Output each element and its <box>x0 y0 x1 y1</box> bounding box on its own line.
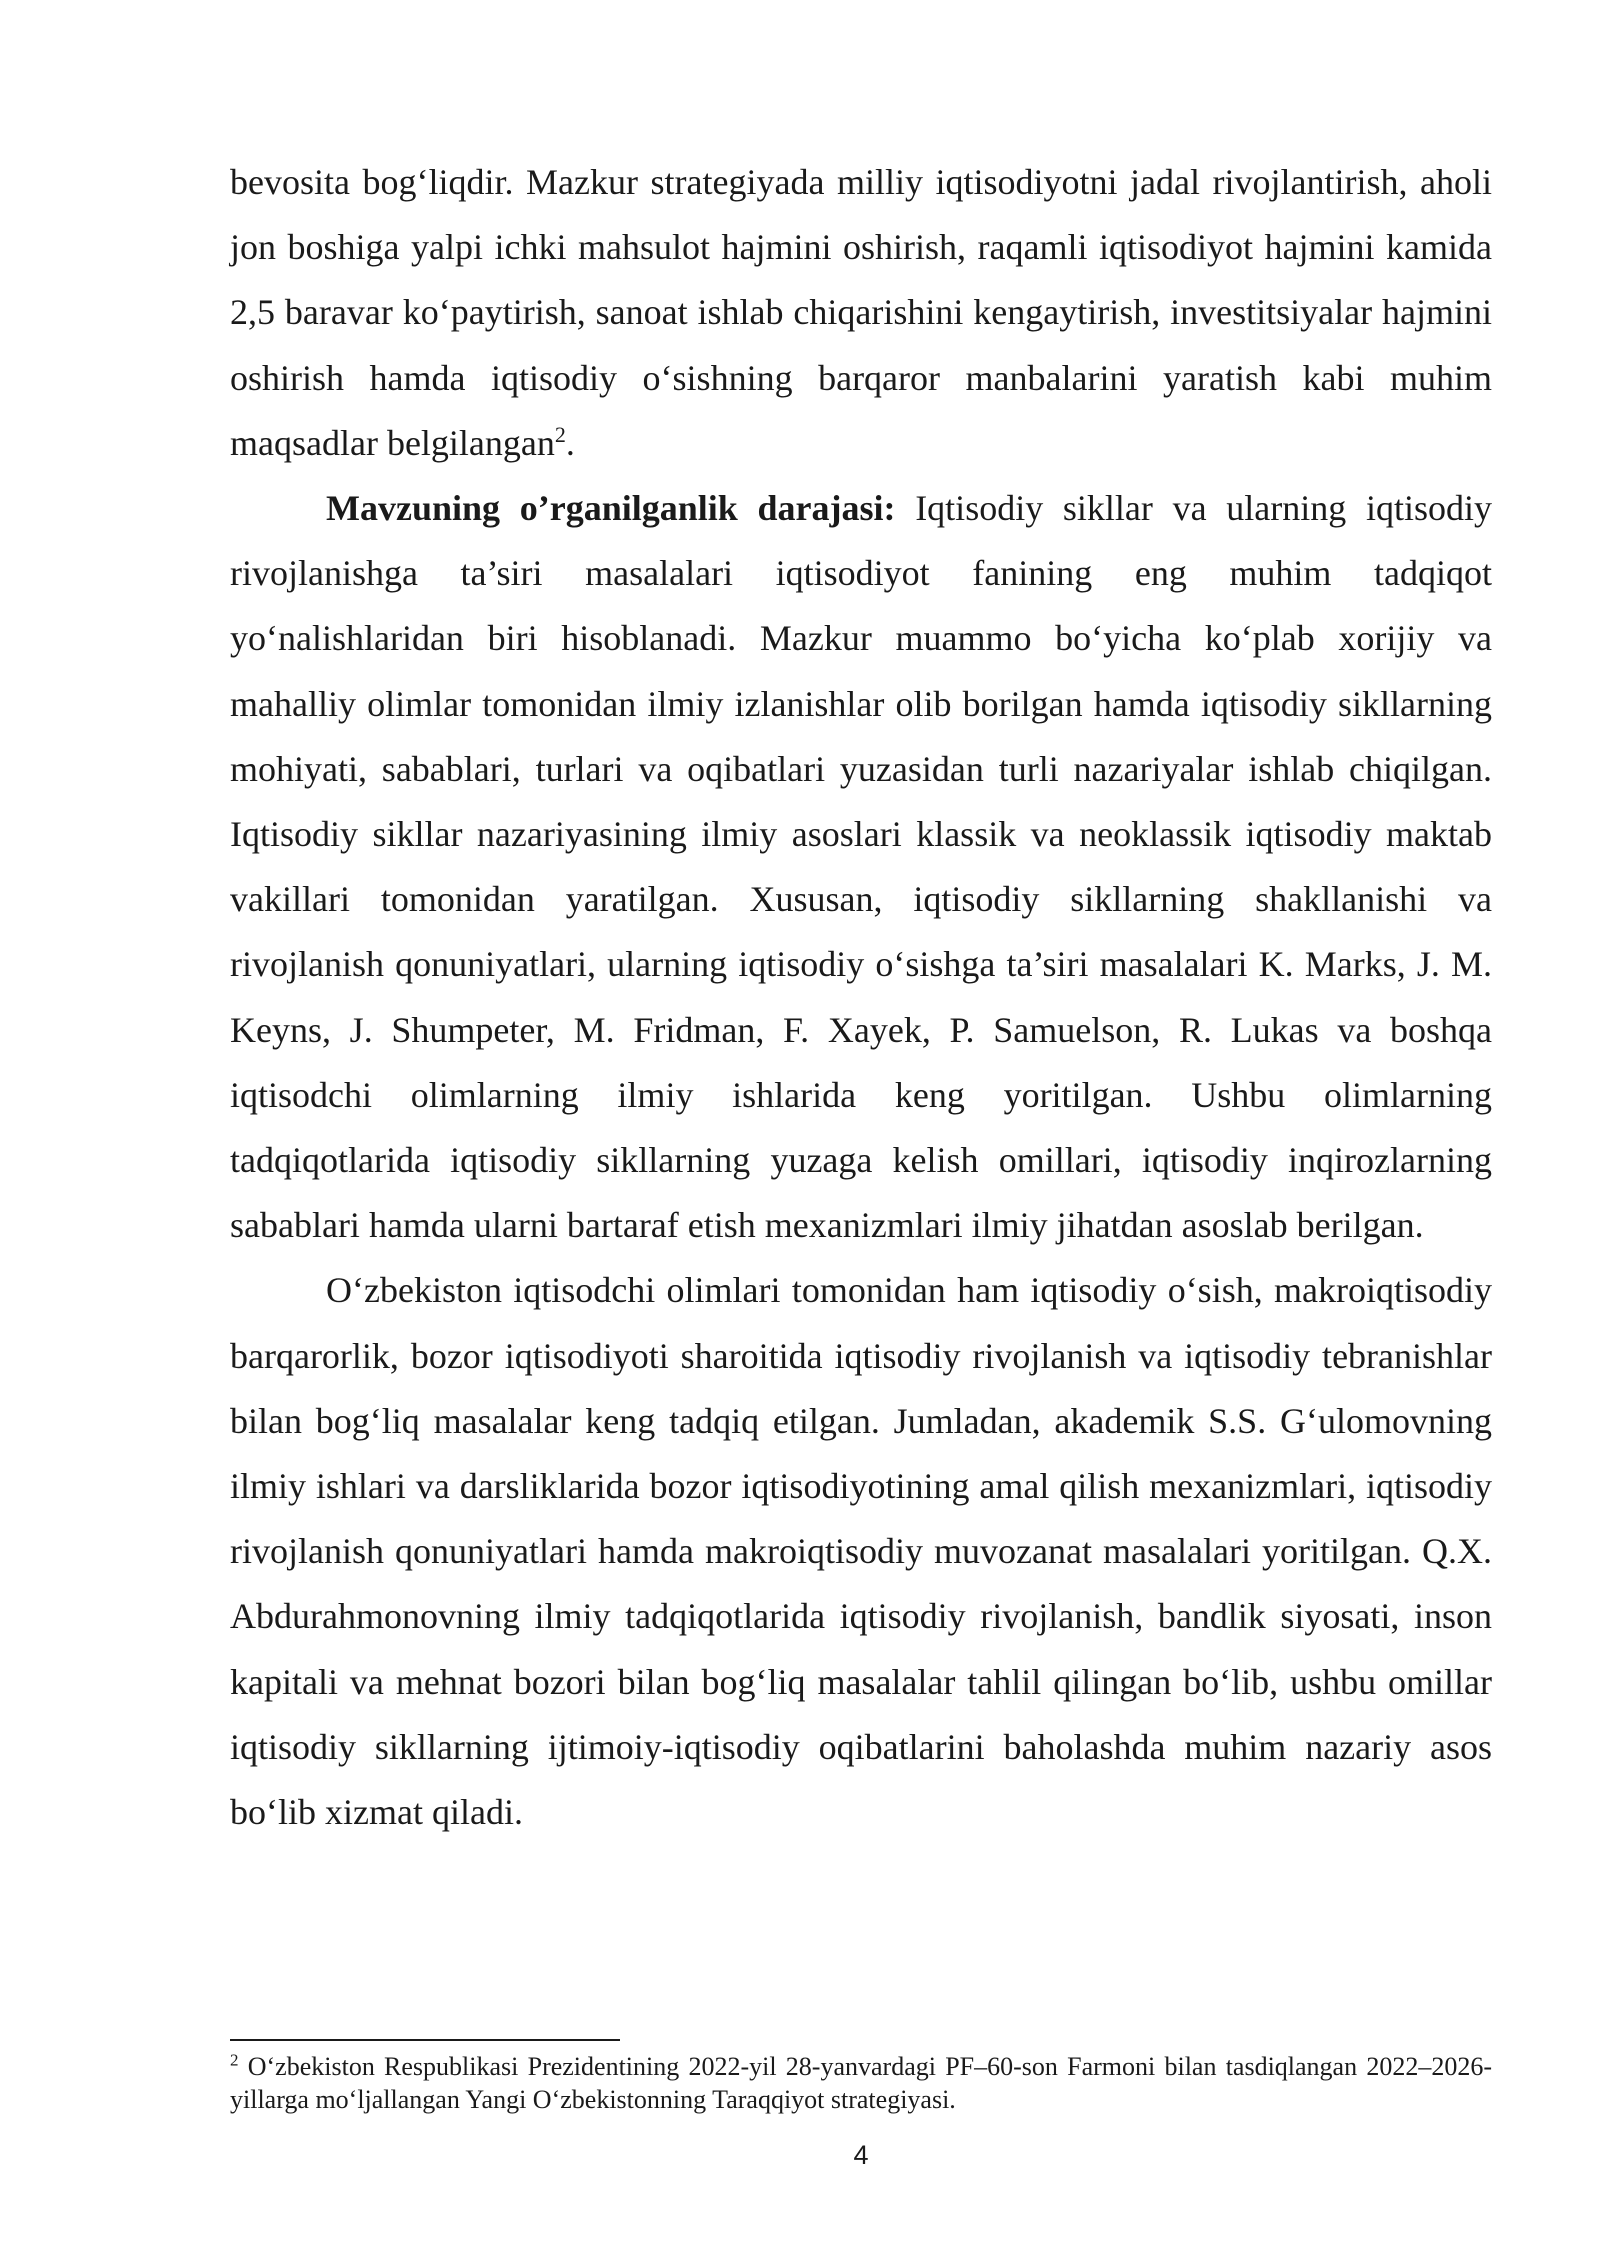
paragraph-strategy-goals <box>230 150 1492 476</box>
footnote-marker: 2 <box>230 2050 239 2070</box>
footnote <box>230 2050 1492 2116</box>
paragraph-text: Iqtisodiy sikllar va ularning iqtisodiy rivojlanishga ta’siri masalalari iqtisodiyot fanining eng muhim tadqiqot yo‘nalishlaridan biri hisoblanadi. Mazkur muammo bo‘yicha ko‘plab xorijiy va mahalliy olimlar tomonidan ilmiy izlanishlar olib borilgan hamda iqtisodiy sikllarning mohiyati, sabablari, turlari va oqibatlari yuzasidan turli nazariyalar ishlab chiqilgan. Iqtisodiy sikllar nazariyasining ilmiy asoslari klassik va neoklassik iqtisodiy maktab vakillari tomonidan yaratilgan. Xususan, iqtisodiy sikllarning shakllanishi va rivojlanish qonuniyatlari, ularning iqtisodiy o‘sishga ta’siri masalalari K. Marks, J. M. Keyns, J. Shumpeter, M. Fridman, F. Xayek, P. Samuelson, R. Lukas va boshqa iqtisodchi olimlarning ilmiy ishlarida keng yoritilgan. Ushbu olimlarning tadqiqotlarida iqtisodiy sikllarning yuzaga kelish omillari, iqtisodiy inqirozlarning sabablari hamda ularni bartaraf etish mexanizmlari ilmiy jihatdan asoslab berilgan. <box>230 488 1492 1246</box>
paragraph-text: O‘zbekiston iqtisodchi olimlari tomonidan ham iqtisodiy o‘sish, makroiqtisodiy barqarorlik, bozor iqtisodiyoti sharoitida iqtisodiy rivojlanish va iqtisodiy tebranishlar bilan bog‘liq masalalar keng tadqiq etilgan. Jumladan, akademik S.S. G‘ulomovning ilmiy ishlari va darsliklarida bozor iqtisodiyotining amal qilish mexanizmlari, iqtisodiy rivojlanish qonuniyatlari hamda makroiqtisodiy muvozanat masalalari yoritilgan. Q.X. Abdurahmonovning ilmiy tadqiqotlarida iqtisodiy rivojlanish, bandlik siyosati, inson kapitali va mehnat bozori bilan bog‘liq masalalar tahlil qilingan bo‘lib, ushbu omillar iqtisodiy sikllarning ijtimoiy-iqtisodiy oqibatlarini baholashda muhim nazariy asos bo‘lib xizmat qiladi. <box>230 1270 1492 1833</box>
footnote-text: O‘zbekiston Respublikasi Prezidentining 2022-yil 28-yanvardagi PF–60-son Farmoni bilan tasdiqlangan 2022–2026-yillarga mo‘ljallangan Yangi O‘zbekistonning Taraqqiyot strategiyasi. <box>230 2052 1492 2114</box>
footnote-separator <box>230 2039 620 2041</box>
page-number: 4 <box>853 2140 869 2170</box>
body-text <box>230 150 1492 1845</box>
paragraph-end-punctuation: . <box>565 422 575 463</box>
section-heading-research-level: Mavzuning o’rganilganlik darajasi: <box>326 488 896 529</box>
footnote-reference[interactable]: 2 <box>554 421 566 447</box>
paragraph-research-level <box>230 476 1492 1258</box>
paragraph-uzbek-scholars <box>230 1258 1492 1845</box>
paragraph-text: bevosita bog‘liqdir. Mazkur strategiyada milliy iqtisodiyotni jadal rivojlantirish, aholi jon boshiga yalpi ichki mahsulot hajmini oshirish, raqamli iqtisodiyot hajmini kamida 2,5 baravar ko‘paytirish, sanoat ishlab chiqarishini kengaytirish, investitsiyalar hajmini oshirish hamda iqtisodiy o‘sishning barqaror manbalarini yaratish kabi muhim maqsadlar belgilangan <box>230 162 1492 463</box>
